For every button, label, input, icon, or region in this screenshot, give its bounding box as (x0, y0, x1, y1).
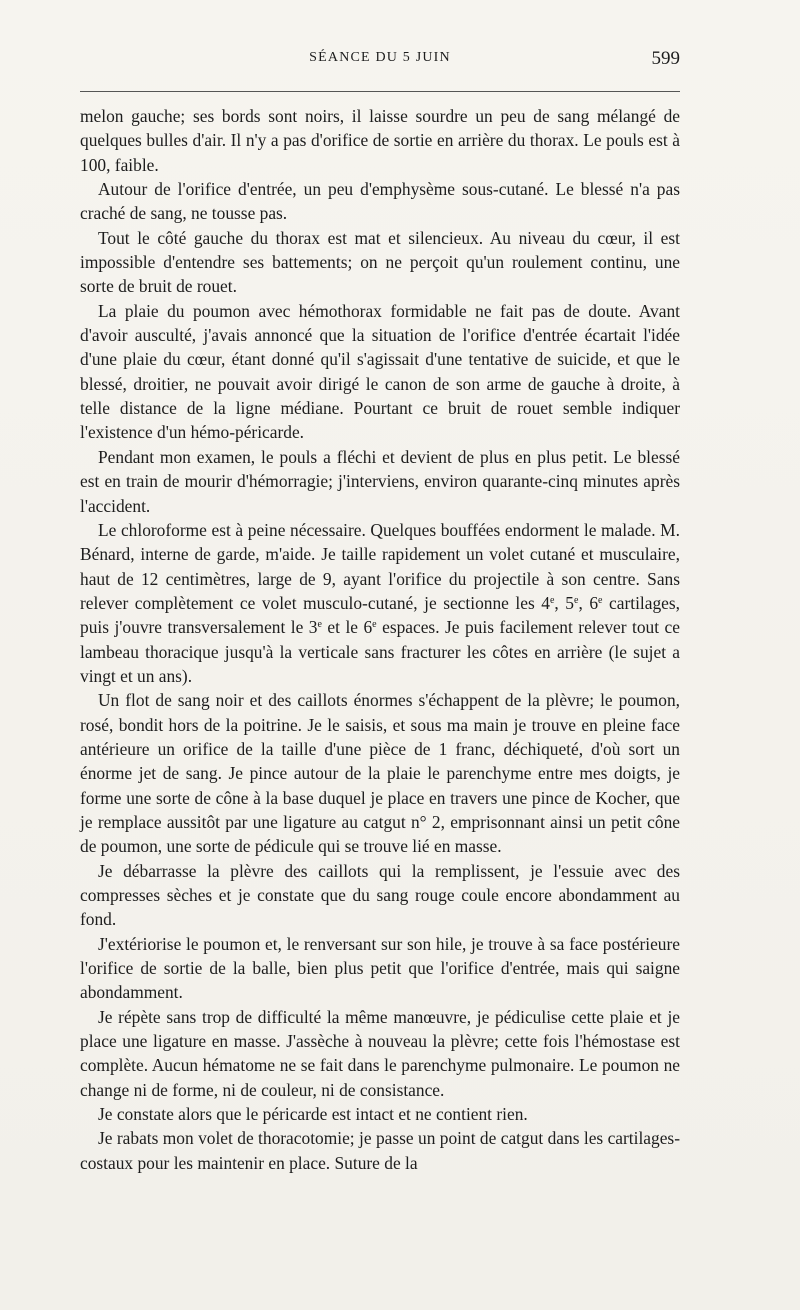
paragraph: melon gauche; ses bords sont noirs, il laisse sourdre un peu de sang mélangé de quelques bulles d'air. Il n'y a pas d'orifice de sortie en arrière du thorax. Le pouls est à 100, faible. (80, 106, 680, 175)
paragraph: J'extériorise le poumon et, le renversant sur son hile, je trouve à sa face postérieure l'orifice de sortie de la balle, bien plus petit que l'orifice d'entrée, mais qui saigne abondamment. (80, 933, 680, 1003)
header-rule (80, 91, 680, 92)
page-number: 599 (651, 48, 680, 69)
page-header (80, 50, 680, 72)
running-title: SÉANCE DU 5 JUIN (309, 50, 451, 65)
paragraph: Tout le côté gauche du thorax est mat et silencieux. Au niveau du cœur, il est impossible d'entendre ses battements; on ne perçoit qu'un roulement continu, une sorte de bruit de rouet. (80, 227, 680, 297)
paragraph: Un flot de sang noir et des caillots énormes s'échappent de la plèvre; le poumon, rosé, bondit hors de la poitrine. Je le saisis, et sous ma main je trouve en pleine face antérieure un orifice de la taille d'une pièce de 1 franc, déchiqueté, d'où sort un énorme jet de sang. Je pince autour de la plaie le parenchyme entre mes doigts, je forme une sorte de cône à la base duquel je place en travers une pince de Kocher, que je remplace aussitôt par une ligature au catgut n° 2, emprisonnant ainsi un petit cône de poumon, une sorte de pédicule qui se trouve lié en masse. (80, 690, 680, 857)
paragraph: Je rabats mon volet de thoracotomie; je passe un point de catgut dans les cartilages-costaux pour les maintenir en place. Suture de la (80, 1128, 680, 1173)
paragraph: Je débarrasse la plèvre des caillots qui la remplissent, je l'essuie avec des compresses sèches et je constate que du sang rouge coule encore abondamment au fond. (80, 860, 680, 930)
paragraph: Je répète sans trop de difficulté la même manœuvre, je pédiculise cette plaie et je place une ligature en masse. J'assèche à nouveau la plèvre; cette fois l'hémostase est complète. Aucun hématome ne se fait dans le parenchyme pulmonaire. Le poumon ne change ni de forme, ni de couleur, ni de consistance. (80, 1006, 680, 1100)
paragraph: Pendant mon examen, le pouls a fléchi et devient de plus en plus petit. Le blessé est en train de mourir d'hémorragie; j'interviens, environ quarante-cinq minutes après l'accident. (80, 446, 680, 516)
paragraph: Autour de l'orifice d'entrée, un peu d'emphysème sous-cutané. Le blessé n'a pas craché de sang, ne tousse pas. (80, 179, 680, 224)
paragraph: Je constate alors que le péricarde est intact et ne contient rien. (98, 1104, 528, 1125)
body-text (80, 104, 680, 1175)
paragraph: Le chloroforme est à peine nécessaire. Quelques bouffées endorment le malade. M. Bénard, interne de garde, m'aide. Je taille rapidement un volet cutané et musculaire, haut de 12 centimètres, large de 9, ayant l'orifice du projectile à son centre. Sans relever complètement ce volet musculo-cutané, je sectionne les 4e, 5e, 6e cartilages, puis j'ouvre transversalement le 3e et le 6e espaces. Je puis facilement relever tout ce lambeau thoracique jusqu'à la verticale sans fracturer les côtes en arrière (le sujet a vingt et un ans). (80, 519, 680, 686)
paragraph: La plaie du poumon avec hémothorax formidable ne fait pas de doute. Avant d'avoir ausculté, j'avais annoncé que la situation de l'orifice d'entrée écartait l'idée d'une plaie du cœur, étant donné qu'il s'agissait d'une tentative de suicide, et que le blessé, droitier, ne pouvait avoir dirigé le canon de son arme de gauche à droite, à telle distance de la ligne médiane. Pourtant ce bruit de rouet semble indiquer l'existence d'un hémo-péricarde. (80, 300, 680, 443)
